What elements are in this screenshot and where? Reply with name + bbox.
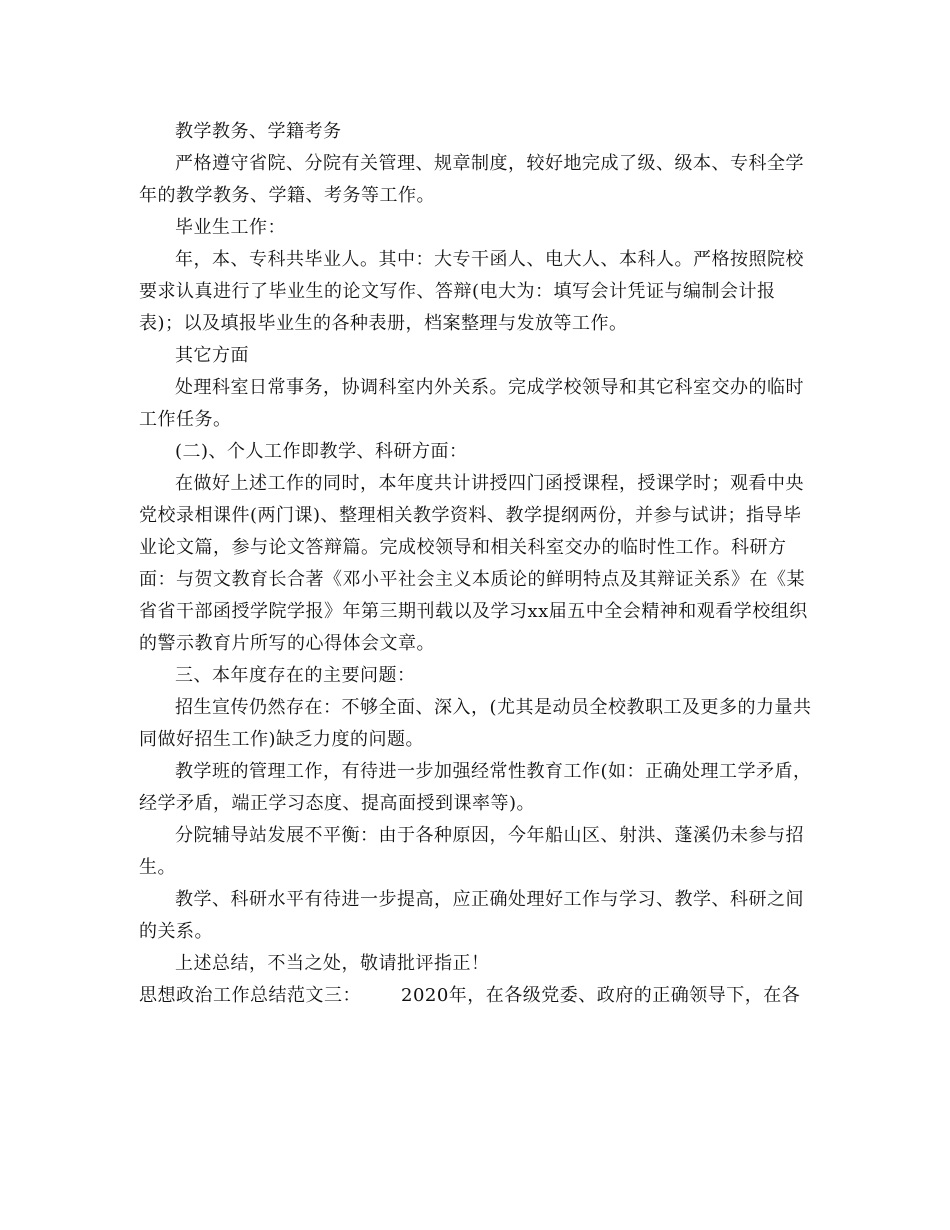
paragraph-problem-recruitment: 招生宣传仍然存在：不够全面、深入，(尤其是动员全校教职工及更多的力量共同做好招生工作)缺乏力度的问题。 [139, 697, 812, 750]
paragraph-personal-work: 在做好上述工作的同时，本年度共计讲授四门函授课程，授课学时；观看中央党校录相课件(两门课)、整理相关教学资料、教学提纲两份，并参与试讲；指导毕业论文篇，参与论文答辩篇。完成校领导和相关科室交办的临时性工作。科研方面：与贺文教育长合著《邓小平社会主义本质论的鲜明特点及其辩证关系》在《某省省干部函授学院学报》年第三期刊载以及学习xx届五中全会精神和观看学校组织的警示教育片所写的心得体会文章。 [139, 473, 808, 654]
section-heading-other: 其它方面 [175, 345, 249, 366]
paragraph-teaching-affairs: 严格遵守省院、分院有关管理、规章制度，较好地完成了级、级本、专科全学年的教学教务、学籍、考务等工作。 [139, 153, 804, 206]
section-heading-graduates: 毕业生工作： [175, 217, 286, 238]
next-section-label: 思想政治工作总结范文三： [139, 985, 361, 1006]
paragraph-problem-branch-stations: 分院辅导站发展不平衡：由于各种原因，今年船山区、射洪、蓬溪仍未参与招生。 [139, 825, 804, 878]
next-section-text: 2020年，在各级党委、政府的正确领导下，在各 [401, 985, 801, 1006]
next-section-line [139, 980, 819, 1012]
paragraph-problem-class-management: 教学班的管理工作，有待进一步加强经常性教育工作(如：正确处理工学矛盾，经学矛盾，端正学习态度、提高面授到课率等)。 [139, 761, 812, 814]
paragraph-problem-research: 教学、科研水平有待进一步提高，应正确处理好工作与学习、教学、科研之间的关系。 [139, 889, 804, 942]
document-body [139, 116, 819, 1012]
paragraph-other: 处理科室日常事务，协调科室内外关系。完成学校领导和其它科室交办的临时工作任务。 [139, 377, 804, 430]
section-heading-problems: 三、本年度存在的主要问题： [175, 665, 416, 686]
paragraph-closing: 上述总结，不当之处，敬请批评指正！ [175, 953, 490, 974]
section-heading-personal-work: (二)、个人工作即教学、科研方面： [175, 441, 468, 462]
paragraph-graduates: 年，本、专科共毕业人。其中：大专干函人、电大人、本科人。严格按照院校要求认真进行了毕业生的论文写作、答辩(电大为：填写会计凭证与编制会计报表)；以及填报毕业生的各种表册，档案整理与发放等工作。 [139, 249, 804, 334]
section-heading-teaching-affairs: 教学教务、学籍考务 [175, 121, 342, 142]
